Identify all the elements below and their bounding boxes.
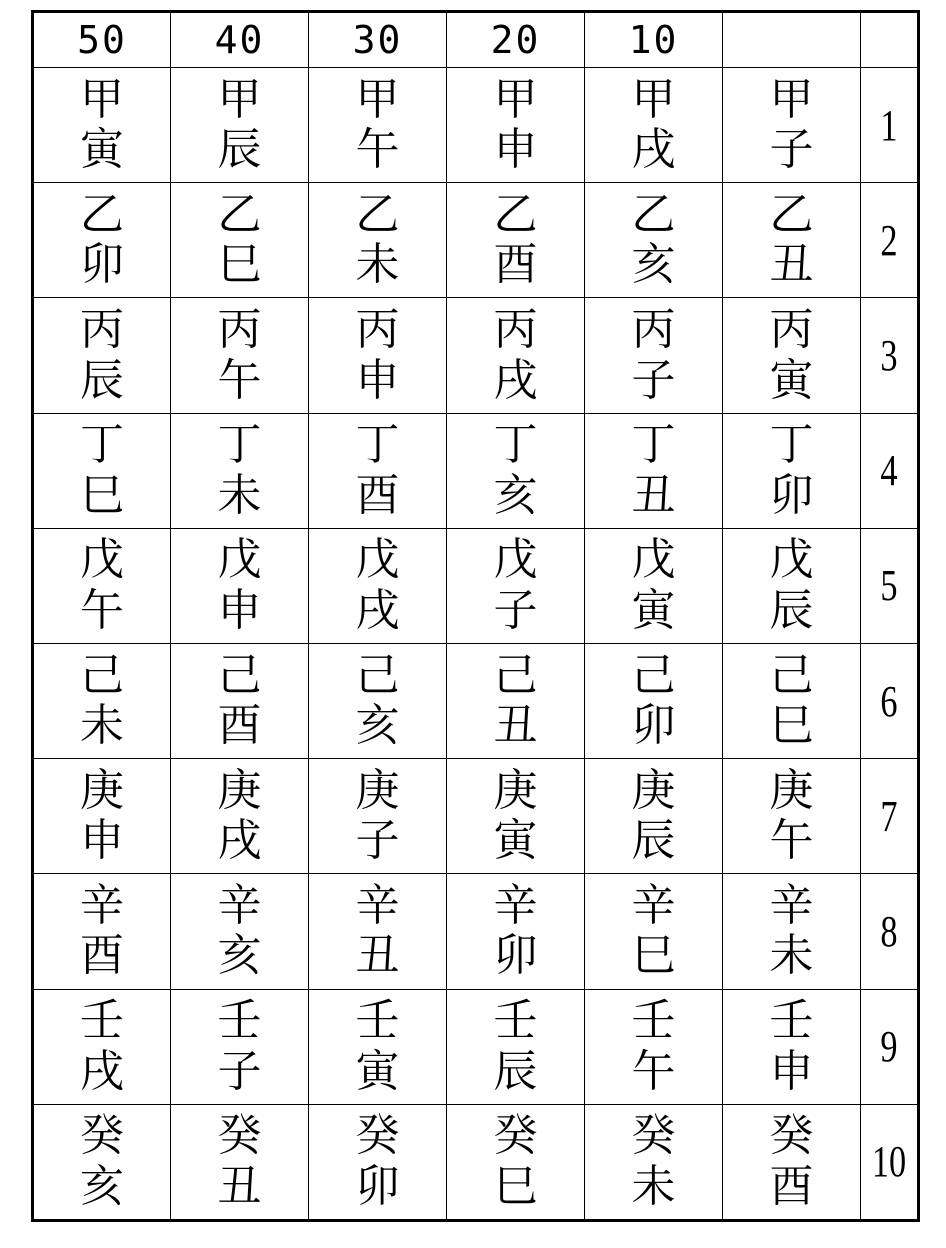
table-cell xyxy=(585,528,723,643)
table-cell xyxy=(171,413,309,528)
row-number-cell xyxy=(861,989,919,1104)
header-cell: 20 xyxy=(447,12,585,68)
earthly-branch: 未 xyxy=(80,700,124,752)
earthly-branch: 酉 xyxy=(769,1160,814,1212)
stem-branch-pair xyxy=(171,190,308,291)
row-number-cell xyxy=(861,874,919,989)
earthly-branch: 子 xyxy=(355,815,400,867)
row-number: 2 xyxy=(880,215,898,265)
earthly-branch: 申 xyxy=(493,124,538,176)
table-row xyxy=(33,1104,919,1220)
heavenly-stem: 丙 xyxy=(493,303,538,355)
stem-branch-pair xyxy=(309,651,446,752)
earthly-branch: 未 xyxy=(769,930,814,982)
stem-branch-pair xyxy=(34,75,170,176)
earthly-branch: 辰 xyxy=(769,584,814,636)
earthly-branch: 申 xyxy=(355,354,400,406)
stem-branch-pair xyxy=(447,996,584,1097)
stem-branch-pair xyxy=(309,420,446,521)
row-number: 5 xyxy=(880,561,898,611)
heavenly-stem: 丁 xyxy=(355,419,400,471)
heavenly-stem: 戊 xyxy=(355,534,400,586)
table-cell xyxy=(171,298,309,413)
heavenly-stem: 辛 xyxy=(355,879,400,931)
stem-branch-pair xyxy=(34,190,170,291)
earthly-branch: 巳 xyxy=(493,1160,538,1212)
heavenly-stem: 壬 xyxy=(355,995,400,1047)
table-cell xyxy=(723,759,861,874)
table-cell xyxy=(171,528,309,643)
row-number-cell xyxy=(861,183,919,298)
stem-branch-pair xyxy=(447,420,584,521)
heavenly-stem: 丁 xyxy=(217,419,262,471)
header-cell: 40 xyxy=(171,12,309,68)
heavenly-stem: 辛 xyxy=(217,879,262,931)
table-cell xyxy=(585,68,723,183)
heavenly-stem: 辛 xyxy=(631,879,676,931)
header-row xyxy=(33,12,919,68)
table-cell xyxy=(33,874,171,989)
stem-branch-pair xyxy=(585,1111,722,1212)
heavenly-stem: 己 xyxy=(631,649,676,701)
earthly-branch: 申 xyxy=(217,584,262,636)
heavenly-stem: 己 xyxy=(217,649,262,701)
earthly-branch: 戌 xyxy=(493,354,538,406)
row-number: 6 xyxy=(880,676,898,726)
table-cell xyxy=(723,528,861,643)
row-number-cell xyxy=(861,644,919,759)
heavenly-stem: 丙 xyxy=(80,303,124,355)
stem-branch-pair xyxy=(34,305,170,406)
earthly-branch: 寅 xyxy=(769,354,814,406)
earthly-branch: 辰 xyxy=(80,354,124,406)
heavenly-stem: 戊 xyxy=(80,534,124,586)
table-cell xyxy=(585,644,723,759)
heavenly-stem: 壬 xyxy=(769,995,814,1047)
heavenly-stem: 戊 xyxy=(217,534,262,586)
table-cell xyxy=(33,528,171,643)
earthly-branch: 戌 xyxy=(631,124,676,176)
stem-branch-pair xyxy=(447,1111,584,1212)
table-cell xyxy=(723,183,861,298)
stem-branch-pair xyxy=(171,75,308,176)
table-cell xyxy=(723,644,861,759)
table-cell xyxy=(171,989,309,1104)
earthly-branch: 午 xyxy=(355,124,400,176)
stem-branch-pair xyxy=(171,420,308,521)
heavenly-stem: 己 xyxy=(493,649,538,701)
table-cell xyxy=(33,413,171,528)
earthly-branch: 寅 xyxy=(80,124,124,176)
earthly-branch: 午 xyxy=(769,815,814,867)
earthly-branch: 亥 xyxy=(493,469,538,521)
earthly-branch: 巳 xyxy=(631,930,676,982)
earthly-branch: 亥 xyxy=(80,1160,124,1212)
table-cell xyxy=(309,298,447,413)
heavenly-stem: 戊 xyxy=(631,534,676,586)
heavenly-stem: 丙 xyxy=(217,303,262,355)
heavenly-stem: 乙 xyxy=(769,188,814,240)
table-cell xyxy=(447,413,585,528)
heavenly-stem: 辛 xyxy=(493,879,538,931)
table-cell xyxy=(723,413,861,528)
table-cell xyxy=(33,68,171,183)
heavenly-stem: 己 xyxy=(769,649,814,701)
table-cell xyxy=(309,528,447,643)
heavenly-stem: 壬 xyxy=(80,995,124,1047)
table-cell xyxy=(447,183,585,298)
earthly-branch: 卯 xyxy=(769,469,814,521)
earthly-branch: 酉 xyxy=(217,700,262,752)
heavenly-stem: 乙 xyxy=(631,188,676,240)
stem-branch-pair xyxy=(171,1111,308,1212)
table-cell xyxy=(723,298,861,413)
earthly-branch: 戌 xyxy=(80,1045,124,1097)
table-row xyxy=(33,413,919,528)
heavenly-stem: 丁 xyxy=(631,419,676,471)
table-cell xyxy=(585,1104,723,1220)
heavenly-stem: 乙 xyxy=(493,188,538,240)
heavenly-stem: 丙 xyxy=(631,303,676,355)
heavenly-stem: 壬 xyxy=(493,995,538,1047)
table-cell xyxy=(447,68,585,183)
earthly-branch: 丑 xyxy=(355,930,400,982)
stem-branch-pair xyxy=(171,535,308,636)
stem-branch-pair xyxy=(34,535,170,636)
stem-branch-pair xyxy=(723,651,860,752)
table-cell xyxy=(309,68,447,183)
table-row xyxy=(33,68,919,183)
heavenly-stem: 乙 xyxy=(217,188,262,240)
table-cell xyxy=(447,874,585,989)
table-cell xyxy=(723,1104,861,1220)
earthly-branch: 申 xyxy=(769,1045,814,1097)
stem-branch-pair xyxy=(447,75,584,176)
heavenly-stem: 辛 xyxy=(80,879,124,931)
heavenly-stem: 丁 xyxy=(80,419,124,471)
heavenly-stem: 甲 xyxy=(631,73,676,125)
table-row xyxy=(33,644,919,759)
stem-branch-pair xyxy=(447,190,584,291)
stem-branch-pair xyxy=(34,881,170,982)
earthly-branch: 巳 xyxy=(769,700,814,752)
stem-branch-pair xyxy=(723,881,860,982)
row-number: 4 xyxy=(880,446,898,496)
table-cell xyxy=(723,874,861,989)
row-number: 10 xyxy=(871,1137,907,1187)
table-cell xyxy=(171,874,309,989)
heavenly-stem: 丙 xyxy=(355,303,400,355)
table-cell xyxy=(309,413,447,528)
stem-branch-pair xyxy=(171,996,308,1097)
heavenly-stem: 癸 xyxy=(493,1110,538,1162)
earthly-branch: 巳 xyxy=(80,469,124,521)
heavenly-stem: 乙 xyxy=(80,188,124,240)
stem-branch-pair xyxy=(585,305,722,406)
earthly-branch: 卯 xyxy=(355,1160,400,1212)
heavenly-stem: 甲 xyxy=(217,73,262,125)
row-number-cell xyxy=(861,1104,919,1220)
heavenly-stem: 癸 xyxy=(631,1110,676,1162)
row-number: 3 xyxy=(880,331,898,381)
stem-branch-pair xyxy=(447,651,584,752)
heavenly-stem: 癸 xyxy=(355,1110,400,1162)
table-cell xyxy=(585,874,723,989)
earthly-branch: 亥 xyxy=(217,930,262,982)
stem-branch-pair xyxy=(34,420,170,521)
table-cell xyxy=(171,183,309,298)
stem-branch-pair xyxy=(309,996,446,1097)
table-row xyxy=(33,298,919,413)
stem-branch-pair xyxy=(585,75,722,176)
stem-branch-pair xyxy=(585,651,722,752)
table-cell xyxy=(309,644,447,759)
sexagenary-cycle-table xyxy=(31,10,920,1222)
row-number: 1 xyxy=(880,100,898,150)
earthly-branch: 未 xyxy=(355,239,400,291)
heavenly-stem: 戊 xyxy=(769,534,814,586)
table-body xyxy=(33,12,919,1221)
header-cell xyxy=(861,12,919,68)
earthly-branch: 寅 xyxy=(355,1045,400,1097)
table-cell xyxy=(171,1104,309,1220)
earthly-branch: 丑 xyxy=(493,700,538,752)
row-number-cell xyxy=(861,68,919,183)
row-number-cell xyxy=(861,413,919,528)
table-row xyxy=(33,528,919,643)
earthly-branch: 未 xyxy=(217,469,262,521)
table-cell xyxy=(309,183,447,298)
heavenly-stem: 庚 xyxy=(217,764,262,816)
heavenly-stem: 癸 xyxy=(80,1110,124,1162)
table-cell xyxy=(33,989,171,1104)
stem-branch-pair xyxy=(171,881,308,982)
earthly-branch: 寅 xyxy=(493,815,538,867)
table-cell xyxy=(171,644,309,759)
earthly-branch: 子 xyxy=(217,1045,262,1097)
earthly-branch: 卯 xyxy=(493,930,538,982)
stem-branch-pair xyxy=(309,1111,446,1212)
heavenly-stem: 甲 xyxy=(80,73,124,125)
stem-branch-pair xyxy=(34,996,170,1097)
earthly-branch: 酉 xyxy=(355,469,400,521)
heavenly-stem: 辛 xyxy=(769,879,814,931)
row-number-cell xyxy=(861,298,919,413)
stem-branch-pair xyxy=(309,881,446,982)
table-cell xyxy=(309,874,447,989)
earthly-branch: 子 xyxy=(493,584,538,636)
stem-branch-pair xyxy=(171,766,308,867)
stem-branch-pair xyxy=(723,996,860,1097)
earthly-branch: 巳 xyxy=(217,239,262,291)
row-number: 9 xyxy=(880,1022,898,1072)
table-cell xyxy=(447,528,585,643)
stem-branch-pair xyxy=(585,766,722,867)
heavenly-stem: 丙 xyxy=(769,303,814,355)
earthly-branch: 卯 xyxy=(80,239,124,291)
table-cell xyxy=(33,759,171,874)
stem-branch-pair xyxy=(34,766,170,867)
heavenly-stem: 癸 xyxy=(769,1110,814,1162)
earthly-branch: 丑 xyxy=(769,239,814,291)
earthly-branch: 午 xyxy=(80,584,124,636)
heavenly-stem: 己 xyxy=(80,649,124,701)
earthly-branch: 子 xyxy=(769,124,814,176)
table-cell xyxy=(33,183,171,298)
heavenly-stem: 癸 xyxy=(217,1110,262,1162)
table-row xyxy=(33,759,919,874)
heavenly-stem: 庚 xyxy=(769,764,814,816)
stem-branch-pair xyxy=(447,766,584,867)
table-cell xyxy=(447,1104,585,1220)
stem-branch-pair xyxy=(723,535,860,636)
stem-branch-pair xyxy=(585,881,722,982)
heavenly-stem: 己 xyxy=(355,649,400,701)
table-cell xyxy=(585,183,723,298)
table-cell xyxy=(309,1104,447,1220)
stem-branch-pair xyxy=(723,420,860,521)
heavenly-stem: 庚 xyxy=(80,764,124,816)
heavenly-stem: 甲 xyxy=(355,73,400,125)
table-row xyxy=(33,989,919,1104)
stem-branch-pair xyxy=(309,766,446,867)
heavenly-stem: 甲 xyxy=(493,73,538,125)
earthly-branch: 亥 xyxy=(355,700,400,752)
table-cell xyxy=(585,759,723,874)
stem-branch-pair xyxy=(723,75,860,176)
earthly-branch: 亥 xyxy=(631,239,676,291)
stem-branch-pair xyxy=(34,651,170,752)
stem-branch-pair xyxy=(585,420,722,521)
earthly-branch: 卯 xyxy=(631,700,676,752)
stem-branch-pair xyxy=(585,996,722,1097)
table-cell xyxy=(33,298,171,413)
earthly-branch: 戌 xyxy=(217,815,262,867)
stem-branch-pair xyxy=(447,305,584,406)
earthly-branch: 丑 xyxy=(217,1160,262,1212)
earthly-branch: 午 xyxy=(217,354,262,406)
earthly-branch: 寅 xyxy=(631,584,676,636)
heavenly-stem: 庚 xyxy=(631,764,676,816)
header-cell: 10 xyxy=(585,12,723,68)
heavenly-stem: 壬 xyxy=(217,995,262,1047)
stem-branch-pair xyxy=(309,190,446,291)
earthly-branch: 辰 xyxy=(493,1045,538,1097)
table-cell xyxy=(585,989,723,1104)
table-cell xyxy=(585,298,723,413)
heavenly-stem: 戊 xyxy=(493,534,538,586)
stem-branch-pair xyxy=(171,651,308,752)
stem-branch-pair xyxy=(447,535,584,636)
earthly-branch: 丑 xyxy=(631,469,676,521)
earthly-branch: 子 xyxy=(631,354,676,406)
row-number-cell xyxy=(861,759,919,874)
earthly-branch: 申 xyxy=(80,815,124,867)
stem-branch-pair xyxy=(171,305,308,406)
stem-branch-pair xyxy=(309,305,446,406)
table-cell xyxy=(585,413,723,528)
heavenly-stem: 壬 xyxy=(631,995,676,1047)
stem-branch-pair xyxy=(309,75,446,176)
header-cell xyxy=(723,12,861,68)
earthly-branch: 戌 xyxy=(355,584,400,636)
earthly-branch: 辰 xyxy=(217,124,262,176)
earthly-branch: 未 xyxy=(631,1160,676,1212)
heavenly-stem: 乙 xyxy=(355,188,400,240)
stem-branch-pair xyxy=(585,190,722,291)
earthly-branch: 午 xyxy=(631,1045,676,1097)
table-cell xyxy=(33,644,171,759)
heavenly-stem: 甲 xyxy=(769,73,814,125)
table-cell xyxy=(171,68,309,183)
table-cell xyxy=(723,68,861,183)
stem-branch-pair xyxy=(723,305,860,406)
table-cell xyxy=(309,759,447,874)
row-number: 7 xyxy=(880,791,898,841)
header-cell: 30 xyxy=(309,12,447,68)
row-number-cell xyxy=(861,528,919,643)
table-cell xyxy=(447,989,585,1104)
table-cell xyxy=(447,759,585,874)
table-row xyxy=(33,874,919,989)
table-cell xyxy=(33,1104,171,1220)
stem-branch-pair xyxy=(447,881,584,982)
stem-branch-pair xyxy=(723,766,860,867)
stem-branch-pair xyxy=(723,1111,860,1212)
header-cell: 50 xyxy=(33,12,171,68)
heavenly-stem: 丁 xyxy=(493,419,538,471)
stem-branch-pair xyxy=(309,535,446,636)
table-cell xyxy=(309,989,447,1104)
earthly-branch: 酉 xyxy=(493,239,538,291)
table-row xyxy=(33,183,919,298)
table-cell xyxy=(171,759,309,874)
heavenly-stem: 丁 xyxy=(769,419,814,471)
stem-branch-pair xyxy=(723,190,860,291)
table-cell xyxy=(447,298,585,413)
heavenly-stem: 庚 xyxy=(355,764,400,816)
stem-branch-pair xyxy=(585,535,722,636)
earthly-branch: 酉 xyxy=(80,930,124,982)
table-cell xyxy=(723,989,861,1104)
heavenly-stem: 庚 xyxy=(493,764,538,816)
stem-branch-pair xyxy=(34,1111,170,1212)
earthly-branch: 辰 xyxy=(631,815,676,867)
row-number: 8 xyxy=(880,906,898,956)
table-cell xyxy=(447,644,585,759)
